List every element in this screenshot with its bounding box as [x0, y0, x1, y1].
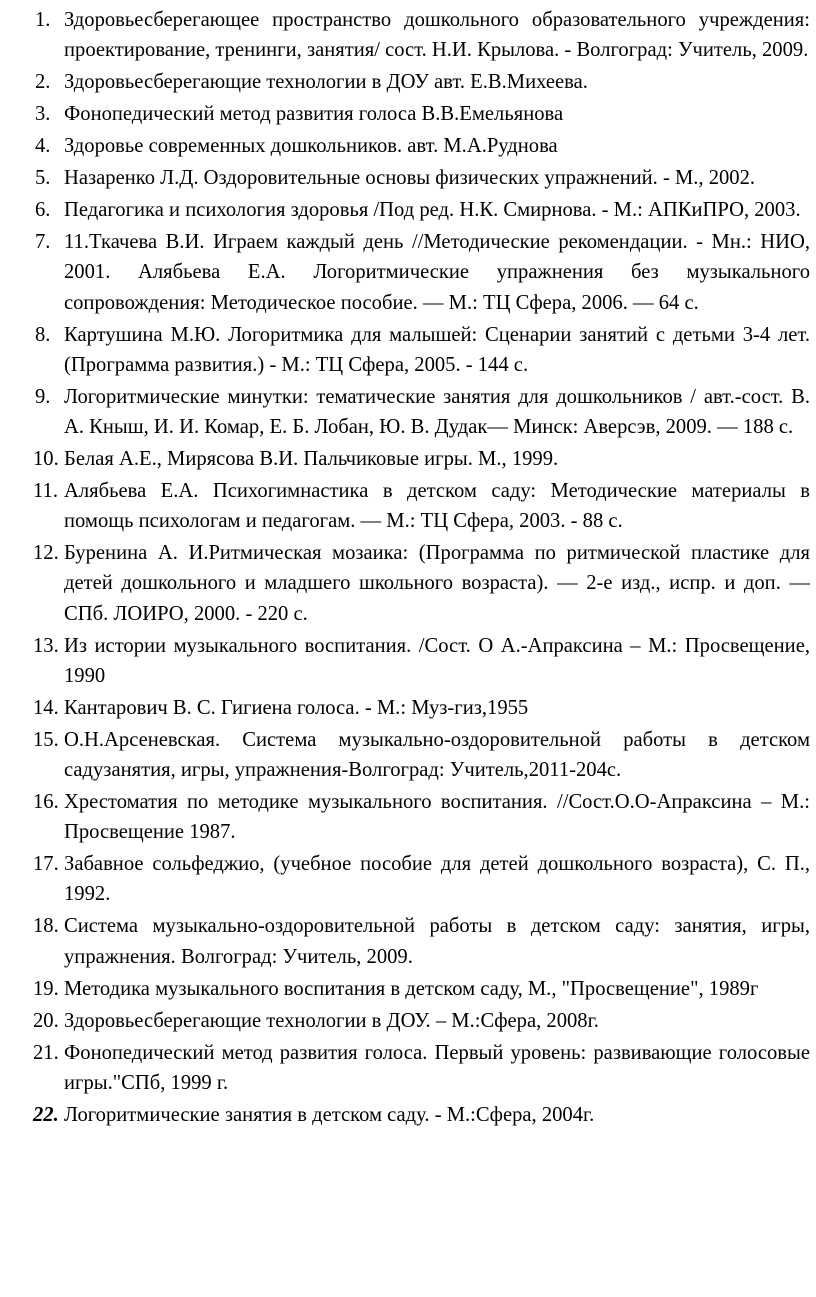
reference-text: Логоритмические минутки: тематические занятия для дошкольников / авт.-сост. В. А. Кныш, И. И. Комар, Е. Б. Лобан, Ю. В. Дудак— Минск: Аверсэв, 2009. — 188 с.	[64, 385, 810, 439]
reference-number: 4.	[35, 135, 51, 158]
reference-text: 11.Ткачева В.И. Играем каждый день //Методические рекомендации. - Мн.: НИО, 2001. Алябьева Е.А. Логоритмические упражнения без музыкального сопровождения: Методическое пособие. — М.: ТЦ Сфера, 2006. — 64 с.	[64, 231, 810, 314]
reference-number: 9.	[35, 385, 51, 408]
reference-text: Кантарович В. С. Гигиена голоса. - М.: Муз-гиз,1955	[64, 696, 529, 719]
reference-item	[0, 1038, 810, 1098]
reference-text: Забавное сольфеджио, (учебное пособие для детей дошкольного возраста), С. П., 1992.	[64, 853, 810, 906]
reference-text: Буренина А. И.Ритмическая мозаика: (Программа по ритмической пластике для детей дошкольного и младшего школьного возраста). — 2-е изд., испр. и доп. — СПб. ЛОИРО, 2000. - 220 с.	[64, 542, 810, 625]
reference-text: Педагогика и психология здоровья /Под ред. Н.К. Смирнова. - М.: АПКиПРО, 2003.	[64, 199, 801, 222]
reference-item	[0, 444, 810, 474]
reference-number: 22.	[33, 1103, 59, 1126]
reference-item	[0, 382, 810, 442]
reference-item	[0, 1100, 810, 1130]
reference-text: Из истории музыкального воспитания. /Сост. О А.-Апраксина – М.: Просвещение, 1990	[64, 634, 810, 687]
reference-item	[0, 131, 810, 161]
reference-item	[0, 631, 810, 691]
reference-number: 3.	[35, 103, 51, 126]
reference-item	[0, 911, 810, 971]
reference-number: 2.	[35, 71, 51, 94]
reference-text: Здоровьесберегающие технологии в ДОУ авт. Е.В.Михеева.	[64, 71, 588, 94]
reference-number: 6.	[35, 199, 51, 222]
reference-number: 1.	[35, 9, 51, 31]
reference-number: 17.	[33, 853, 59, 876]
reference-number: 8.	[35, 323, 51, 346]
reference-text: Фонопедический метод развития голоса. Первый уровень: развивающие голосовые игры."СПб, 1999 г.	[64, 1041, 810, 1094]
reference-item	[0, 538, 810, 629]
reference-number: 14.	[33, 696, 59, 719]
reference-item	[0, 974, 810, 1004]
reference-text: О.Н.Арсеневская. Система музыкально-оздоровительной работы в детском садузанятия, игры, упражнения-Волгоград: Учитель,2011-204с.	[64, 728, 810, 782]
reference-text: Назаренко Л.Д. Оздоровительные основы физических упражнений. - М., 2002.	[64, 167, 756, 190]
reference-number: 18.	[33, 915, 59, 938]
reference-number: 19.	[33, 977, 59, 1000]
reference-text: Хрестоматия по методике музыкального воспитания. //Сост.О.О-Апраксина – М.: Просвещение 1987.	[64, 791, 810, 844]
reference-text: Здоровьесберегающее пространство дошкольного образовательного учреждения: проектирование, тренинги, занятия/ сост. Н.И. Крылова. - Волгоград: Учитель, 2009.	[64, 9, 810, 62]
reference-text: Картушина М.Ю. Логоритмика для малышей: Сценарии занятий с детьми 3-4 лет. (Программа развития.) - М.: ТЦ Сфера, 2005. - 144 с.	[64, 323, 810, 376]
reference-text: Методика музыкального воспитания в детском саду, М., "Просвещение", 1989г	[64, 977, 759, 1000]
reference-text: Фонопедический метод развития голоса В.В.Емельянова	[64, 103, 564, 126]
reference-number: 7.	[35, 231, 51, 254]
reference-number: 10.	[33, 448, 59, 471]
reference-number: 16.	[33, 791, 59, 814]
reference-item	[0, 163, 810, 193]
reference-text: Здоровьесберегающие технологии в ДОУ. – М.:Сфера, 2008г.	[64, 1009, 599, 1032]
reference-item	[0, 5, 810, 65]
reference-number: 11.	[33, 480, 58, 503]
reference-item	[0, 99, 810, 129]
reference-number: 20.	[33, 1009, 59, 1032]
reference-text: Здоровье современных дошкольников. авт. М.А.Руднова	[64, 135, 558, 158]
reference-item	[0, 725, 810, 785]
reference-number: 15.	[33, 728, 59, 751]
reference-item	[0, 67, 810, 97]
reference-item	[0, 227, 810, 318]
reference-text: Система музыкально-оздоровительной работы в детском саду: занятия, игры, упражнения. Волгоград: Учитель, 2009.	[64, 915, 810, 968]
reference-item	[0, 195, 810, 225]
reference-item	[0, 476, 810, 536]
reference-text: Логоритмические занятия в детском саду. - М.:Сфера, 2004г.	[64, 1103, 595, 1126]
reference-item	[0, 787, 810, 847]
reference-item	[0, 849, 810, 909]
reference-number: 21.	[33, 1041, 59, 1064]
reference-item	[0, 1006, 810, 1036]
reference-item	[0, 320, 810, 380]
reference-text: Белая А.Е., Мирясова В.И. Пальчиковые игры. М., 1999.	[64, 448, 559, 471]
reference-number: 12.	[33, 542, 59, 565]
reference-number: 13.	[33, 634, 59, 657]
reference-text: Алябьева Е.А. Психогимнастика в детском саду: Методические материалы в помощь психологам и педагогам. — М.: ТЦ Сфера, 2003. - 88 с.	[64, 480, 810, 533]
reference-list	[0, 5, 810, 1130]
reference-item	[0, 693, 810, 723]
reference-number: 5.	[35, 167, 51, 190]
